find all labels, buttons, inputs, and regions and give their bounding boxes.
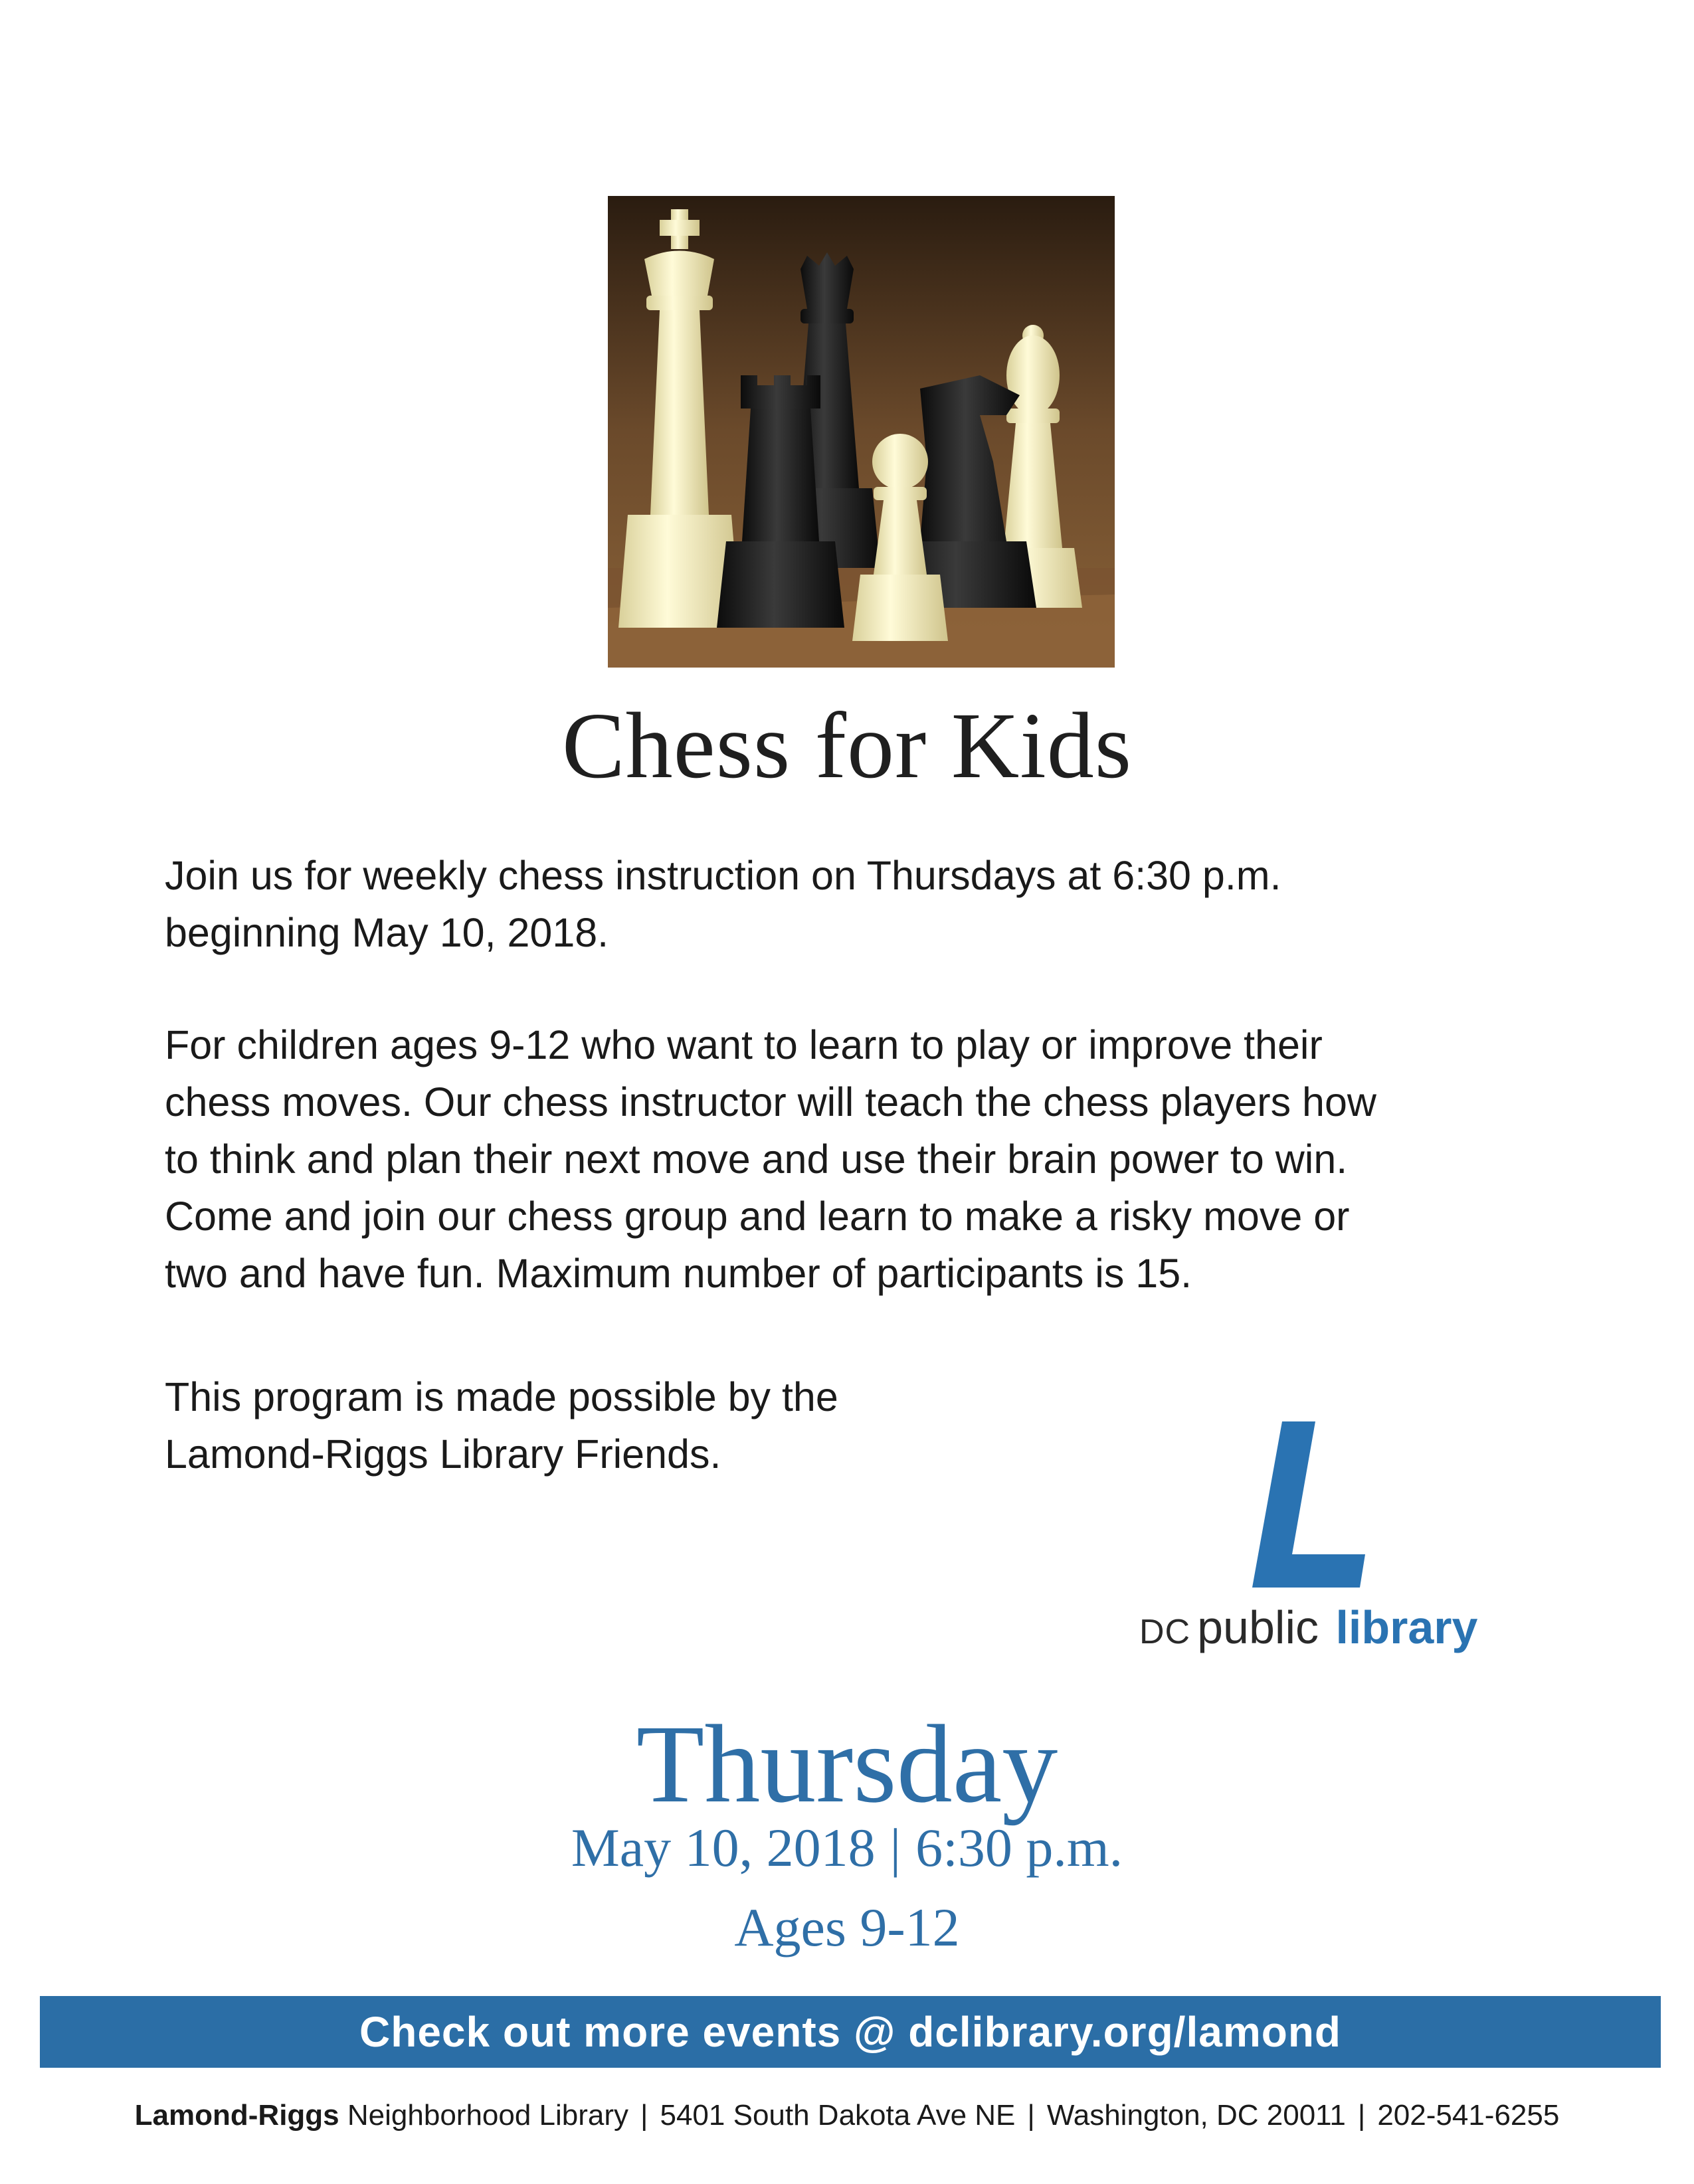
event-ages: Ages 9-12 [734, 1897, 960, 1957]
logo-public: public [1197, 1601, 1319, 1653]
chess-pieces-illustration [608, 196, 1115, 668]
logo-dc: DC [1139, 1613, 1191, 1651]
event-day: Thursday [636, 1702, 1058, 1826]
event-time: 6:30 p.m. [915, 1817, 1123, 1878]
logo-library: library [1335, 1601, 1478, 1653]
sponsor-line: This program is made possible by the [165, 1374, 838, 1419]
footer-separator: | [640, 2099, 648, 2132]
page-title: Chess for Kids [561, 693, 1133, 798]
intro-paragraph [165, 847, 1560, 961]
description-line: to think and plan their next move and use their brain power to win. [165, 1137, 1348, 1182]
dc-library-logo-icon [1252, 1421, 1372, 1594]
intro-line: Join us for weekly chess instruction on Thursdays at 6:30 p.m. [165, 853, 1281, 898]
footer-separator: | [1357, 2099, 1366, 2132]
dc-library-logo-text [1139, 1601, 1477, 1654]
footer-phone: 202-541-6255 [1377, 2099, 1560, 2132]
footer-separator: | [1027, 2099, 1035, 2132]
footer-city: Washington, DC 20011 [1046, 2099, 1346, 2132]
logo-l-shape [1252, 1421, 1372, 1594]
description-paragraph [165, 1016, 1560, 1302]
event-date-time [0, 1817, 1694, 1879]
event-date: May 10, 2018 [571, 1817, 876, 1878]
description-line: chess moves. Our chess instructor will teach the chess players how [165, 1079, 1376, 1125]
chess-pieces-photo [608, 196, 1115, 668]
description-line: For children ages 9-12 who want to learn to play or improve their [165, 1022, 1323, 1067]
library-contact-footer [0, 2099, 1694, 2132]
sponsor-line: Lamond-Riggs Library Friends. [165, 1431, 721, 1477]
footer-library-type: Neighborhood Library [347, 2099, 629, 2132]
description-line: Come and join our chess group and learn to make a risky move or [165, 1194, 1350, 1239]
footer-address: 5401 South Dakota Ave NE [660, 2099, 1016, 2132]
more-events-banner: Check out more events @ dclibrary.org/lamond [40, 1996, 1661, 2068]
date-separator: | [890, 1817, 901, 1878]
intro-line: beginning May 10, 2018. [165, 910, 609, 955]
footer-library-name: Lamond-Riggs [134, 2099, 339, 2132]
description-line: two and have fun. Maximum number of participants is 15. [165, 1251, 1192, 1296]
